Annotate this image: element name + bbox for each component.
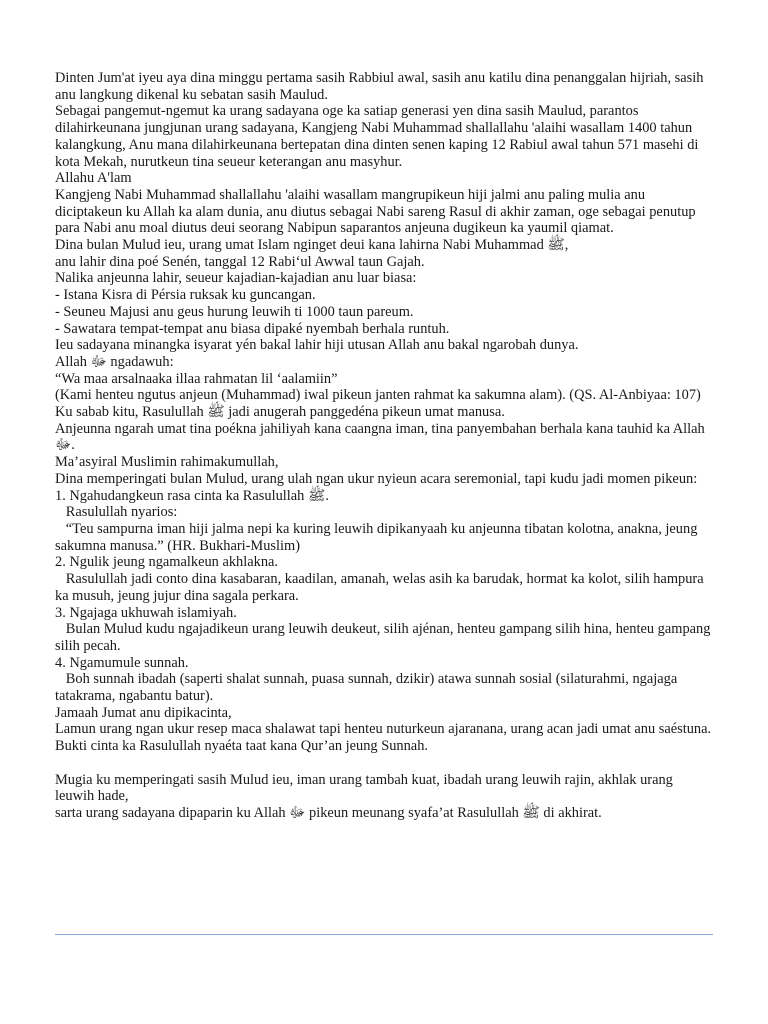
paragraph-line: Ma’asyiral Muslimin rahimakumullah, [55,454,279,471]
horizontal-divider [55,934,713,935]
list-item: - Istana Kisra di Pérsia ruksak ku guncangan. [55,287,316,304]
indented-line: Rasulullah jadi conto dina kasabaran, kaadilan, amanah, welas asih ka barudak, hormat ka kolot, silih hampura ka musuh, jeung jujur dina sagala perkara. [55,571,708,604]
paragraph-line: anu lahir dina poé Senén, tanggal 12 Rabi‘ul Awwal taun Gajah. [55,253,425,270]
indented-line: Bulan Mulud kudu ngajadikeun urang leuwih deukeut, silih ajénan, henteu gampang silih hina, henteu gampang silih pecah. [55,621,715,654]
document-body [55,70,715,822]
paragraph-line: Dina bulan Mulud ieu, urang umat Islam nginget deui kana lahirna Nabi Muhammad ﷺ, [55,237,569,254]
paragraph-line: Kangjeng Nabi Muhammad shallallahu 'alaihi wasallam mangrupikeun hiji jalmi anu paling mulia anu diciptakeun ku Allah ka alam dunia, anu diutus sebagai Nabi sareng Rasul di akhir zaman, oge sebagai penutup para Nabi anu moal diutus deui seorang Nabipun saparantos anjeuna dugikeun ka yaumil qiamat. [55,186,696,237]
numbered-item: 1. Ngahudangkeun rasa cinta ka Rasulullah ﷺ. [55,487,329,504]
quote-line: “Wa maa arsalnaaka illaa rahmatan lil ‘aalamiin” [55,370,338,387]
paragraph-line: sarta urang sadayana dipaparin ku Allah ﷻ pikeun meunang syafa’at Rasulullah ﷺ di akhirat. [55,804,602,821]
indented-line: “Teu sampurna iman hiji jalma nepi ka kuring leuwih dipikanyaah ku anjeunna tibatan kolotna, anakna, jeung sakumna manusa.” (HR. Bukhari-Muslim) [55,520,701,554]
paragraph-line: Allah ﷻ ngadawuh: [55,353,174,370]
paragraph-line: Sebagai pangemut-ngemut ka urang sadayana oge ka satiap generasi yen dina sasih Maulud, parantos dilahirkeunana jungjunan urang sadayana, Kangjeng Nabi Muhammad shallallahu 'alaihi wasallam 1400 tahun kalangkung, Anu mana dilahirkeunana bertepatan dina dinten senen kaping 12 Rabiul awal tahun 571 masehi di kota Mekah, nurutkeun tina seueur keterangan anu masyhur. [55,103,699,170]
paragraph-line: Ieu sadayana minangka isyarat yén bakal lahir hiji utusan Allah anu bakal ngarobah dunya. [55,337,579,354]
paragraph-line: Nalika anjeunna lahir, seueur kajadian-kajadian anu luar biasa: [55,270,417,287]
paragraph-line: Dina memperingati bulan Mulud, urang ulah ngan ukur nyieun acara seremonial, tapi kudu jadi momen pikeun: [55,470,698,487]
list-item: - Sawatara tempat-tempat anu biasa dipaké nyembah berhala runtuh. [55,320,450,337]
blank-line [55,755,715,772]
paragraph-line: Anjeunna ngarah umat tina poékna jahiliyah kana caangna iman, tina panyembahan berhala kana tauhid ka Allah ﷻ. [55,420,705,454]
paragraph-line: Dinten Jum'at iyeu aya dina minggu pertama sasih Rabbiul awal, sasih anu katilu dina penanggalan hijriah, sasih anu langkung dikenal ku sebatan sasih Maulud. [55,70,704,103]
numbered-item: 3. Ngajaga ukhuwah islamiyah. [55,604,237,621]
list-item: - Seuneu Majusi anu geus hurung leuwih ti 1000 taun pareum. [55,303,414,320]
indented-line: Rasulullah nyarios: [55,504,178,521]
paragraph-line: (Kami henteu ngutus anjeun (Muhammad) iwal pikeun janten rahmat ka sakumna alam). (QS. Al-Anbiyaa: 107) [55,387,701,404]
numbered-item: 2. Ngulik jeung ngamalkeun akhlakna. [55,554,278,571]
paragraph-line: Lamun urang ngan ukur resep maca shalawat tapi henteu nuturkeun ajaranana, urang acan jadi umat anu saéstuna. [55,721,712,738]
paragraph-line: Jamaah Jumat anu dipikacinta, [55,704,232,721]
numbered-item: 4. Ngamumule sunnah. [55,654,189,671]
paragraph-line: Ku sabab kitu, Rasulullah ﷺ jadi anugerah panggedéna pikeun umat manusa. [55,404,505,421]
paragraph-line: Bukti cinta ka Rasulullah nyaéta taat kana Qur’an jeung Sunnah. [55,738,428,755]
paragraph-line: Mugia ku memperingati sasih Mulud ieu, iman urang tambah kuat, ibadah urang leuwih rajin, akhlak urang leuwih hade, [55,771,673,805]
paragraph-line: Allahu A'lam [55,170,132,187]
indented-line: Boh sunnah ibadah (saperti shalat sunnah, puasa sunnah, dzikir) atawa sunnah sosial (silaturahmi, ngajaga tatakrama, ngabantu batur). [55,671,681,705]
